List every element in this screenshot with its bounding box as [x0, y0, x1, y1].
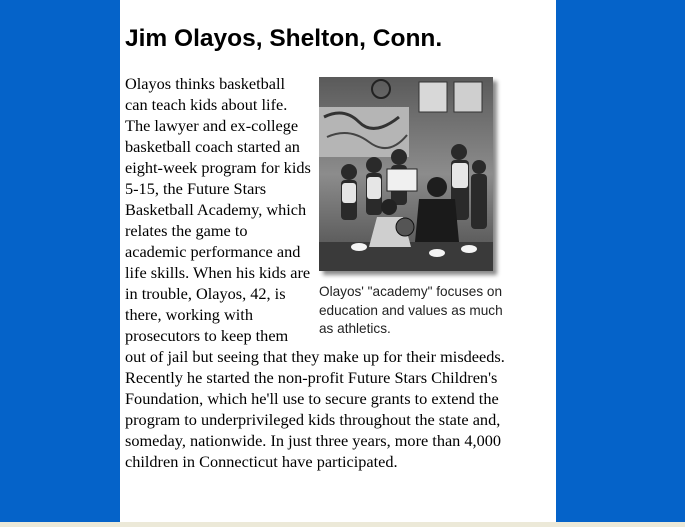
academy-photo-image: [319, 77, 493, 271]
article-title: Jim Olayos, Shelton, Conn.: [125, 25, 443, 52]
article-body: [125, 73, 530, 472]
academy-photo: [319, 77, 493, 271]
photo-figure: [319, 77, 518, 339]
article-panel: [120, 0, 556, 522]
window-bottom-edge: [0, 522, 685, 527]
photo-caption: Olayos' "academy" focuses on education and values as much as athletics.: [319, 284, 503, 336]
article-paragraph: Olayos thinks basketball can teach kids about life. The lawyer and ex-college basketball coach started an eight-week program for kids 5-15, the Future Stars Basketball Academy, which relates the game to academic performance and life skills. When his kids are in trouble, Olayos, 42, is there, working with prosecutors to keep them out of jail but seeing that they make up for their misdeeds. Recently he started the non-profit Future Stars Children's Foundation, which he'll use to secure grants to extend the program to underprivileged kids throughout the state and, someday, nationwide. In just three years, more than 4,000 children in Connecticut have participated.: [125, 74, 505, 471]
